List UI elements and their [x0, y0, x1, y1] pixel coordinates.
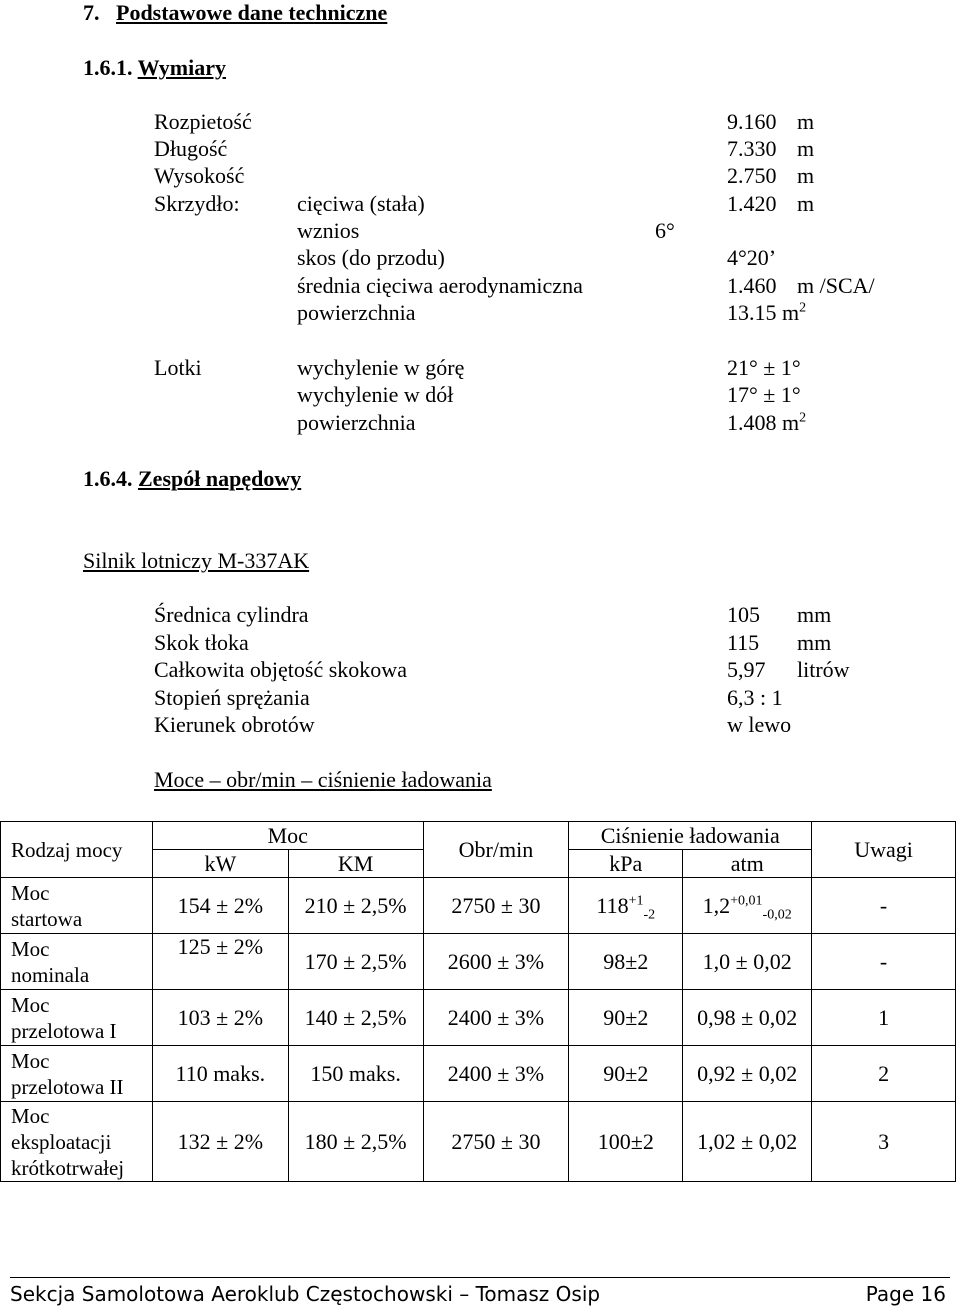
engine-section-heading: [83, 466, 301, 492]
cell-kpa: $118^{+1}_{-2}$: [569, 878, 683, 934]
param-value: 5,97: [727, 657, 766, 682]
engine-section-number: 1.6.4.: [83, 466, 133, 491]
table-row: [1, 1046, 956, 1102]
param-label: Całkowita objętość skokowa: [154, 657, 407, 682]
cell-uwagi: 3: [812, 1102, 956, 1182]
dims-heading: [83, 55, 226, 81]
rozpietosc-label: Rozpietość: [154, 109, 252, 134]
cell-obr: 2750 ± 30: [423, 1102, 569, 1182]
param-label: Skok tłoka: [154, 630, 249, 655]
engine-title: Silnik lotniczy M-337AK: [83, 548, 310, 573]
wznios-value: 6°: [655, 218, 675, 243]
param-value: 105: [727, 602, 760, 627]
param-label: Kierunek obrotów: [154, 712, 315, 737]
lotki-gora-label: wychylenie w górę: [297, 355, 465, 380]
page-footer: [10, 1277, 950, 1306]
param-value: 115: [727, 630, 760, 655]
skrzydlo-powierzchnia-value: 13.15 $m^2$: [727, 300, 807, 325]
header-rodzaj: Rodzaj mocy: [1, 822, 153, 878]
header-cisnienie: Ciśnienie ładowania: [569, 822, 812, 850]
lotki-dol-label: wychylenie w dół: [297, 382, 454, 407]
skrzydlo-label: Skrzydło:: [154, 191, 240, 216]
section-number: 7.: [83, 0, 100, 25]
param-label: Stopień sprężania: [154, 685, 310, 710]
dlugosc-label: Długość: [154, 136, 228, 161]
cieciwa-value: 1.420: [727, 191, 777, 216]
cell-kw: 110 maks.: [152, 1046, 288, 1102]
table-row: [1, 878, 956, 934]
srednia-value: 1.460: [727, 273, 777, 298]
cell-uwagi: 2: [812, 1046, 956, 1102]
cell-km: 210 ± 2,5%: [288, 878, 423, 934]
cell-obr: 2600 ± 3%: [423, 934, 569, 990]
param-value: 6,3 : 1: [727, 685, 783, 710]
dlugosc-unit: m: [797, 136, 815, 161]
wysokosc-label: Wysokość: [154, 163, 245, 188]
header-km: KM: [288, 850, 423, 878]
row-name: Moc eksploatacji krótkotrwałej: [1, 1102, 153, 1182]
cell-obr: 2400 ± 3%: [423, 1046, 569, 1102]
cell-atm: 1,0 ± 0,02: [683, 934, 812, 990]
cell-km: 150 maks.: [288, 1046, 423, 1102]
table-row: [1, 1102, 956, 1182]
cell-km: 170 ± 2,5%: [288, 934, 423, 990]
param-unit: mm: [797, 602, 832, 627]
srednia-unit: m /SCA/: [797, 273, 875, 298]
wysokosc-value: 2.750: [727, 163, 777, 188]
skrzydlo-powierzchnia-label: powierzchnia: [297, 300, 416, 325]
table-header-row: [1, 822, 956, 850]
cell-kw: 154 ± 2%: [152, 878, 288, 934]
cell-kw: 132 ± 2%: [152, 1102, 288, 1182]
row-name: Moc przelotowa I: [1, 990, 153, 1046]
param-unit: mm: [797, 630, 832, 655]
param-unit: litrów: [797, 657, 850, 682]
cell-obr: 2400 ± 3%: [423, 990, 569, 1046]
rozpietosc-value: 9.160: [727, 109, 777, 134]
header-atm: atm: [683, 850, 812, 878]
header-moc: Moc: [152, 822, 423, 850]
lotki-gora-value: 21° ± 1°: [727, 355, 801, 380]
cell-uwagi: -: [812, 878, 956, 934]
cell-atm: 1,02 ± 0,02: [683, 1102, 812, 1182]
footer-page-number: Page 16: [865, 1282, 946, 1306]
cell-kw: 103 ± 2%: [152, 990, 288, 1046]
cell-kpa: 98±2: [569, 934, 683, 990]
skos-value: 4°20’: [727, 245, 777, 270]
param-value: w lewo: [727, 712, 792, 737]
cieciwa-unit: m: [797, 191, 815, 216]
cell-atm: 0,98 ± 0,02: [683, 990, 812, 1046]
cell-km: 180 ± 2,5%: [288, 1102, 423, 1182]
cell-kpa: 90±2: [569, 990, 683, 1046]
cell-kpa: 100±2: [569, 1102, 683, 1182]
cell-atm: $1,2^{+0,01}_{-0,02}$: [683, 878, 812, 934]
lotki-powierzchnia-value: 1.408 $m^2$: [727, 410, 807, 435]
cell-uwagi: 1: [812, 990, 956, 1046]
engine-section-title: Zespół napędowy: [138, 466, 302, 491]
cell-kpa: 90±2: [569, 1046, 683, 1102]
param-label: Średnica cylindra: [154, 602, 309, 627]
cieciwa-label: cięciwa (stała): [297, 191, 425, 216]
dims-number: 1.6.1.: [83, 55, 133, 80]
cell-kw: 125 ± 2%: [152, 934, 288, 990]
srednia-label: średnia cięciwa aerodynamiczna: [297, 273, 583, 298]
cell-atm: 0,92 ± 0,02: [683, 1046, 812, 1102]
cell-obr: 2750 ± 30: [423, 878, 569, 934]
lotki-dol-value: 17° ± 1°: [727, 382, 801, 407]
power-table: [0, 821, 956, 1182]
lotki-label: Lotki: [154, 355, 202, 380]
header-uwagi: Uwagi: [812, 822, 956, 878]
moce-heading: Moce – obr/min – ciśnienie ładowania: [154, 767, 492, 792]
dims-title: Wymiary: [137, 55, 226, 80]
header-kw: kW: [152, 850, 288, 878]
wznios-label: wznios: [297, 218, 360, 243]
table-row: [1, 934, 956, 990]
cell-km: 140 ± 2,5%: [288, 990, 423, 1046]
section-title: Podstawowe dane techniczne: [116, 0, 388, 25]
skos-label: skos (do przodu): [297, 245, 445, 270]
section-heading: [83, 0, 387, 26]
lotki-powierzchnia-label: powierzchnia: [297, 410, 416, 435]
wysokosc-unit: m: [797, 163, 815, 188]
cell-uwagi: -: [812, 934, 956, 990]
dlugosc-value: 7.330: [727, 136, 777, 161]
header-kpa: kPa: [569, 850, 683, 878]
rozpietosc-unit: m: [797, 109, 815, 134]
header-obr: Obr/min: [423, 822, 569, 878]
row-name: Moc nominala: [1, 934, 153, 990]
row-name: Moc przelotowa II: [1, 1046, 153, 1102]
table-row: [1, 990, 956, 1046]
row-name: Moc startowa: [1, 878, 153, 934]
footer-left: Sekcja Samolotowa Aeroklub Częstochowski – Tomasz Osip: [10, 1282, 601, 1306]
